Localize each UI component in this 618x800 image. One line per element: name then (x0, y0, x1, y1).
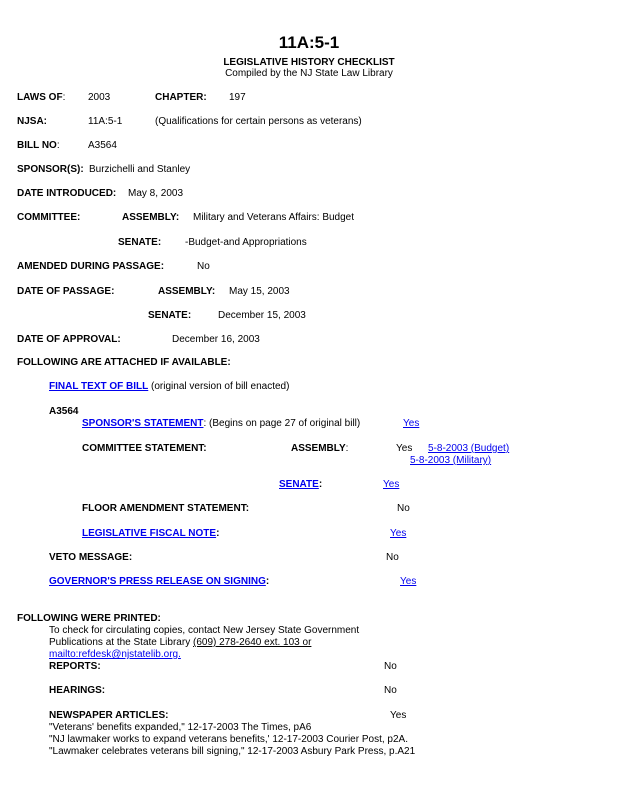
page-subtitle: LEGISLATIVE HISTORY CHECKLIST (223, 57, 395, 68)
printed-heading: FOLLOWING WERE PRINTED: (17, 613, 161, 624)
passage-assembly-label: ASSEMBLY: (158, 286, 216, 297)
governor-colon: : (265, 576, 270, 587)
cs-senate-colon: : (318, 479, 323, 490)
printed-line-2 (49, 637, 311, 649)
attached-heading: FOLLOWING ARE ATTACHED IF AVAILABLE: (17, 357, 231, 368)
floor-amendment-label: FLOOR AMENDMENT STATEMENT: (82, 503, 250, 514)
page-title: 11A:5-1 (278, 33, 340, 52)
article-item: "Lawmaker celebrates veterans bill signing," 12-17-2003 Asbury Park Press, p.A21 (49, 746, 416, 757)
hearings-value: No (384, 685, 397, 696)
final-text-note: (original version of bill enacted) (148, 381, 290, 392)
attached-bill-number: A3564 (49, 406, 79, 417)
veto-label: VETO MESSAGE: (49, 552, 133, 563)
reports-value: No (384, 661, 397, 672)
njsa-label: NJSA: (17, 116, 48, 127)
amended-value: No (197, 261, 210, 272)
date-introduced-value: May 8, 2003 (128, 188, 184, 199)
bill-no-label: BILL NO (17, 140, 57, 151)
cs-senate-field (279, 479, 322, 491)
sponsors-value: Burzichelli and Stanley (89, 164, 191, 175)
cs-senate-yes-link[interactable]: Yes (383, 479, 400, 490)
reports-label: REPORTS: (49, 661, 101, 672)
committee-senate-value: -Budget-and Appropriations (185, 237, 307, 248)
chapter-label: CHAPTER: (155, 92, 207, 103)
cs-assembly-label: ASSEMBLY (291, 443, 346, 454)
fiscal-note-yes-link[interactable]: Yes (390, 528, 407, 539)
passage-senate-label: SENATE: (148, 310, 192, 321)
passage-senate-value: December 15, 2003 (218, 310, 306, 321)
njsa-value: 11A:5-1 (88, 116, 123, 127)
passage-assembly-value: May 15, 2003 (229, 286, 290, 297)
email-link[interactable]: mailto:refdesk@njstatelib.org. (49, 649, 181, 660)
cs-senate-link[interactable]: SENATE (279, 479, 319, 490)
bill-no-field (17, 140, 60, 152)
cs-assembly-field (291, 443, 348, 455)
date-of-approval-label: DATE OF APPROVAL: (17, 334, 121, 345)
newspaper-label: NEWSPAPER ARTICLES: (49, 710, 169, 721)
floor-amendment-value: No (397, 503, 410, 514)
cs-assembly-value: Yes (396, 443, 413, 454)
laws-of-field (17, 92, 65, 104)
committee-senate-label: SENATE: (118, 237, 162, 248)
governor-yes-link[interactable]: Yes (400, 576, 417, 587)
committee-statement-label: COMMITTEE STATEMENT: (82, 443, 207, 454)
fiscal-note-colon: : (216, 528, 220, 539)
cs-military-link[interactable]: 5-8-2003 (Military) (410, 455, 492, 466)
governor-link[interactable]: GOVERNOR'S PRESS RELEASE ON SIGNING (49, 576, 266, 587)
printed-line-2-text: Publications at the State Library (49, 637, 193, 648)
veto-value: No (386, 552, 399, 563)
cs-assembly-colon: : (345, 443, 349, 454)
final-text-row (49, 381, 289, 393)
article-item: "NJ lawmaker works to expand veterans benefits,' 12-17-2003 Courier Post, p2A. (49, 734, 408, 745)
sponsors-label: SPONSOR(S): (17, 164, 84, 175)
bill-no-value: A3564 (88, 140, 117, 151)
laws-of-colon: : (62, 92, 66, 103)
committee-assembly-value: Military and Veterans Affairs: Budget (193, 212, 355, 223)
date-of-approval-value: December 16, 2003 (172, 334, 260, 345)
date-of-passage-label: DATE OF PASSAGE: (17, 286, 115, 297)
cs-budget-link[interactable]: 5-8-2003 (Budget) (428, 443, 510, 454)
sponsor-statement-note: : (Begins on page 27 of original bill) (203, 418, 361, 429)
amended-label: AMENDED DURING PASSAGE: (17, 261, 165, 272)
fiscal-note-link[interactable]: LEGISLATIVE FISCAL NOTE (82, 528, 217, 539)
newspaper-value: Yes (390, 710, 407, 721)
laws-of-value: 2003 (88, 92, 111, 103)
compiled-by: Compiled by the NJ State Law Library (225, 68, 393, 79)
article-item: "Veterans' benefits expanded," 12-17-2003 The Times, pA6 (49, 722, 312, 733)
hearings-label: HEARINGS: (49, 685, 106, 696)
laws-of-label: LAWS OF (17, 92, 63, 103)
date-introduced-label: DATE INTRODUCED: (17, 188, 117, 199)
bill-no-colon: : (56, 140, 60, 151)
fiscal-note-row (82, 528, 219, 540)
sponsor-statement-row (82, 418, 360, 430)
printed-line-1: To check for circulating copies, contact New Jersey State Government (49, 625, 360, 636)
phone-number: (609) 278-2640 ext. 103 or (192, 637, 312, 648)
sponsor-statement-yes-link[interactable]: Yes (403, 418, 420, 429)
sponsor-statement-link[interactable]: SPONSOR'S STATEMENT (82, 418, 204, 429)
njsa-description: (Qualifications for certain persons as veterans) (155, 116, 362, 127)
governor-row (49, 576, 269, 588)
chapter-value: 197 (229, 92, 246, 103)
committee-assembly-label: ASSEMBLY: (122, 212, 180, 223)
committee-label: COMMITTEE: (17, 212, 81, 223)
final-text-link[interactable]: FINAL TEXT OF BILL (49, 381, 149, 392)
